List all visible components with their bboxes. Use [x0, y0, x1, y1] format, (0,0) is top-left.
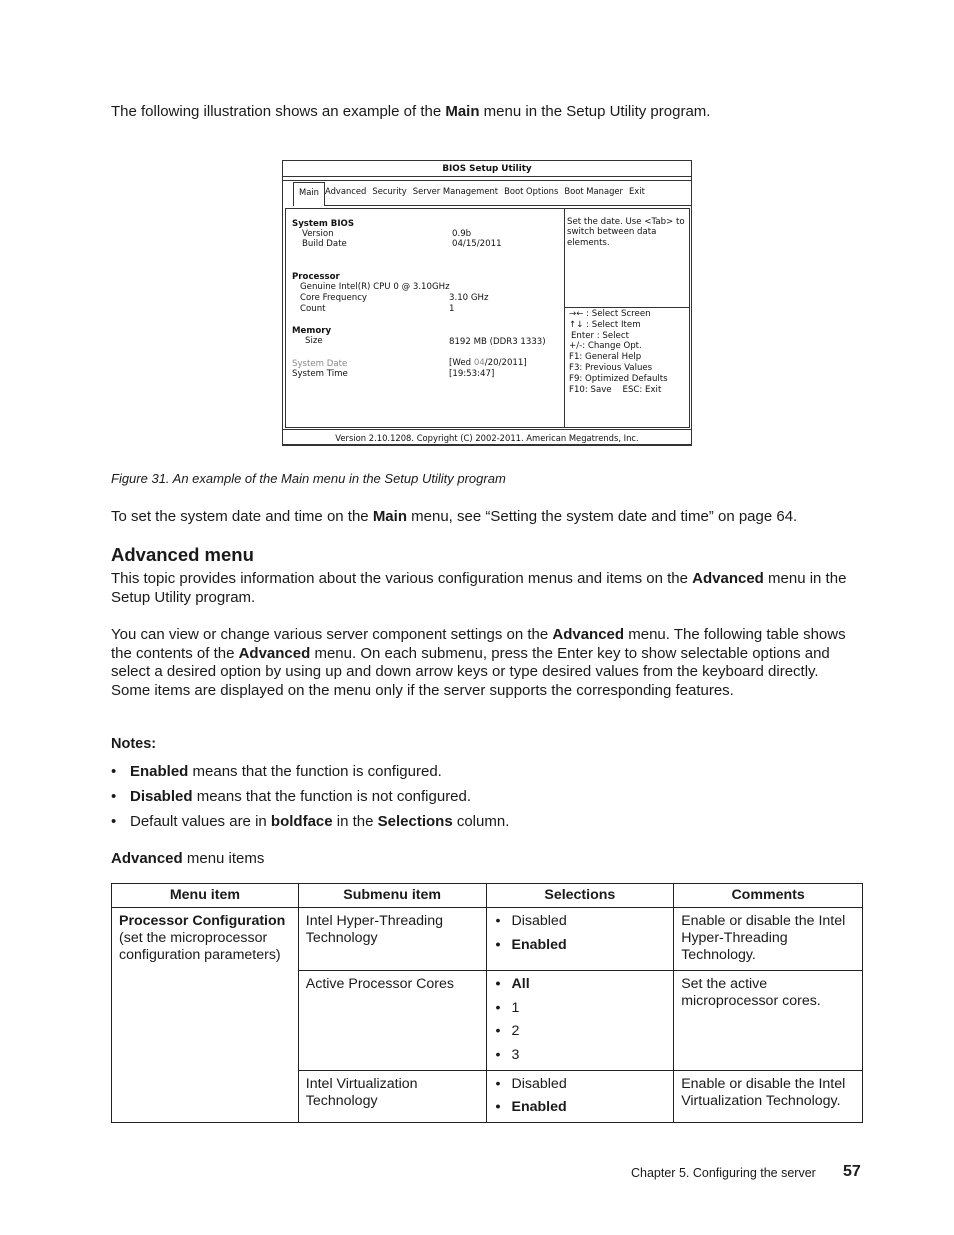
bios-key-hint: F10: Save ESC: Exit	[569, 385, 662, 395]
bios-tab-server-management: Server Management	[412, 186, 499, 196]
bios-tab-main: Main	[293, 182, 325, 206]
selection-option: • All	[494, 976, 667, 993]
bios-key-hint: +/-: Change Opt.	[569, 341, 642, 351]
bios-key-hint: F3: Previous Values	[569, 363, 653, 373]
comment-cell: Set the active microprocessor cores.	[674, 971, 863, 1071]
selection-option: • Enabled	[494, 937, 667, 954]
comment-cell: Enable or disable the Intel Hyper-Threading Technology.	[674, 908, 863, 971]
bios-core-frequency-label: Core Frequency	[300, 293, 368, 303]
bios-tab-boot-manager: Boot Manager	[564, 186, 623, 196]
selections-cell	[486, 908, 674, 971]
bios-cpu-name: Genuine Intel(R) CPU 0 @ 3.10GHz	[300, 282, 450, 292]
bios-count-value: 1	[449, 304, 455, 314]
bios-key-hint: ↑↓ : Select Item	[569, 320, 641, 330]
bios-memory-heading: Memory	[292, 326, 332, 336]
section-heading: Advanced menu	[111, 544, 254, 565]
selection-option: • 1	[494, 1000, 667, 1017]
bios-core-frequency-value: 3.10 GHz	[449, 293, 489, 303]
menu-item-title: Processor Configuration	[119, 913, 286, 929]
bios-count-label: Count	[300, 304, 326, 314]
note-item: • Enabled means that the function is configured.	[111, 763, 509, 781]
table-row	[112, 908, 863, 971]
bios-system-bios-heading: System BIOS	[292, 219, 355, 229]
bios-key-hint: Enter : Select	[571, 331, 629, 341]
advanced-description-paragraph: You can view or change various server component settings on the Advanced menu. The following table shows the contents of the Advanced menu. On each submenu, press the Enter key to show selectable options and select a desired option by using up and down arrow keys or type desired values from the keyboard directly. Some items are displayed on the menu only if the server supports the corresponding features.	[111, 626, 846, 699]
selection-option: • Disabled	[494, 913, 667, 930]
notes-list	[111, 763, 509, 838]
bios-tab-security: Security	[372, 186, 407, 196]
set-date-paragraph: To set the system date and time on the Main menu, see “Setting the system date and time” on page 64.	[111, 508, 798, 525]
intro-paragraph: The following illustration shows an example of the Main menu in the Setup Utility program.	[111, 103, 711, 120]
bios-processor-heading: Processor	[292, 272, 340, 282]
bios-build-date-label: Build Date	[302, 239, 347, 249]
bios-tab-exit: Exit	[629, 186, 645, 196]
menu-item-cell	[112, 908, 299, 1123]
advanced-menu-table	[111, 883, 863, 1123]
header-comments: Comments	[674, 884, 863, 908]
bios-system-time-value: [19:53:47]	[449, 369, 495, 379]
page-number: 57	[843, 1163, 861, 1180]
bios-system-date-value: [Wed 04/20/2011]	[449, 358, 527, 368]
table-caption: Advanced menu items	[111, 850, 265, 867]
submenu-cell: Intel Virtualization Technology	[298, 1070, 486, 1123]
notes-heading: Notes:	[111, 736, 157, 752]
bios-system-date-label: System Date	[292, 359, 348, 369]
selection-option: • Disabled	[494, 1076, 667, 1093]
bios-size-label: Size	[305, 336, 323, 346]
bios-version-label: Version	[302, 229, 334, 239]
submenu-cell: Active Processor Cores	[298, 971, 486, 1071]
bios-setup-figure	[282, 160, 692, 446]
bios-help-line: Set the date. Use <Tab> to	[567, 217, 685, 227]
note-item: • Default values are in boldface in the Selections column.	[111, 813, 509, 831]
bios-help-line: switch between data	[567, 227, 657, 237]
chapter-footer: Chapter 5. Configuring the server	[631, 1166, 816, 1180]
figure-caption: Figure 31. An example of the Main menu in the Setup Utility program	[111, 471, 506, 486]
selection-option: • 2	[494, 1023, 667, 1040]
bios-title: BIOS Setup Utility	[442, 164, 532, 174]
bios-tab-boot-options: Boot Options	[504, 186, 559, 196]
menu-item-description: (set the microprocessor configuration parameters)	[119, 930, 281, 963]
table-header-row	[112, 884, 863, 908]
bios-build-date-value: 04/15/2011	[452, 239, 502, 249]
bios-footer: Version 2.10.1208. Copyright (C) 2002-2011. American Megatrends, Inc.	[335, 433, 639, 443]
submenu-cell: Intel Hyper-Threading Technology	[298, 908, 486, 971]
note-item: • Disabled means that the function is not configured.	[111, 788, 509, 806]
selections-cell	[486, 1070, 674, 1123]
bios-help-line: elements.	[567, 238, 610, 248]
bios-key-hint: →← : Select Screen	[569, 309, 651, 319]
bios-tab-advanced: Advanced	[325, 186, 367, 196]
selections-cell	[486, 971, 674, 1071]
header-selections: Selections	[486, 884, 674, 908]
bios-key-hint: F1: General Help	[569, 352, 642, 362]
selection-option: • 3	[494, 1047, 667, 1064]
bios-version-value: 0.9b	[452, 229, 472, 239]
bios-key-hint: F9: Optimized Defaults	[569, 374, 668, 384]
bios-tab-bar	[325, 186, 651, 197]
bios-size-value: 8192 MB (DDR3 1333)	[449, 337, 546, 347]
comment-cell: Enable or disable the Intel Virtualization Technology.	[674, 1070, 863, 1123]
advanced-intro-paragraph: This topic provides information about the various configuration menus and items on the Advanced menu in the Setup Utility program.	[111, 570, 847, 606]
selection-option: • Enabled	[494, 1099, 667, 1116]
bios-system-time-label: System Time	[292, 369, 348, 379]
header-menu-item: Menu item	[112, 884, 299, 908]
header-submenu-item: Submenu item	[298, 884, 486, 908]
